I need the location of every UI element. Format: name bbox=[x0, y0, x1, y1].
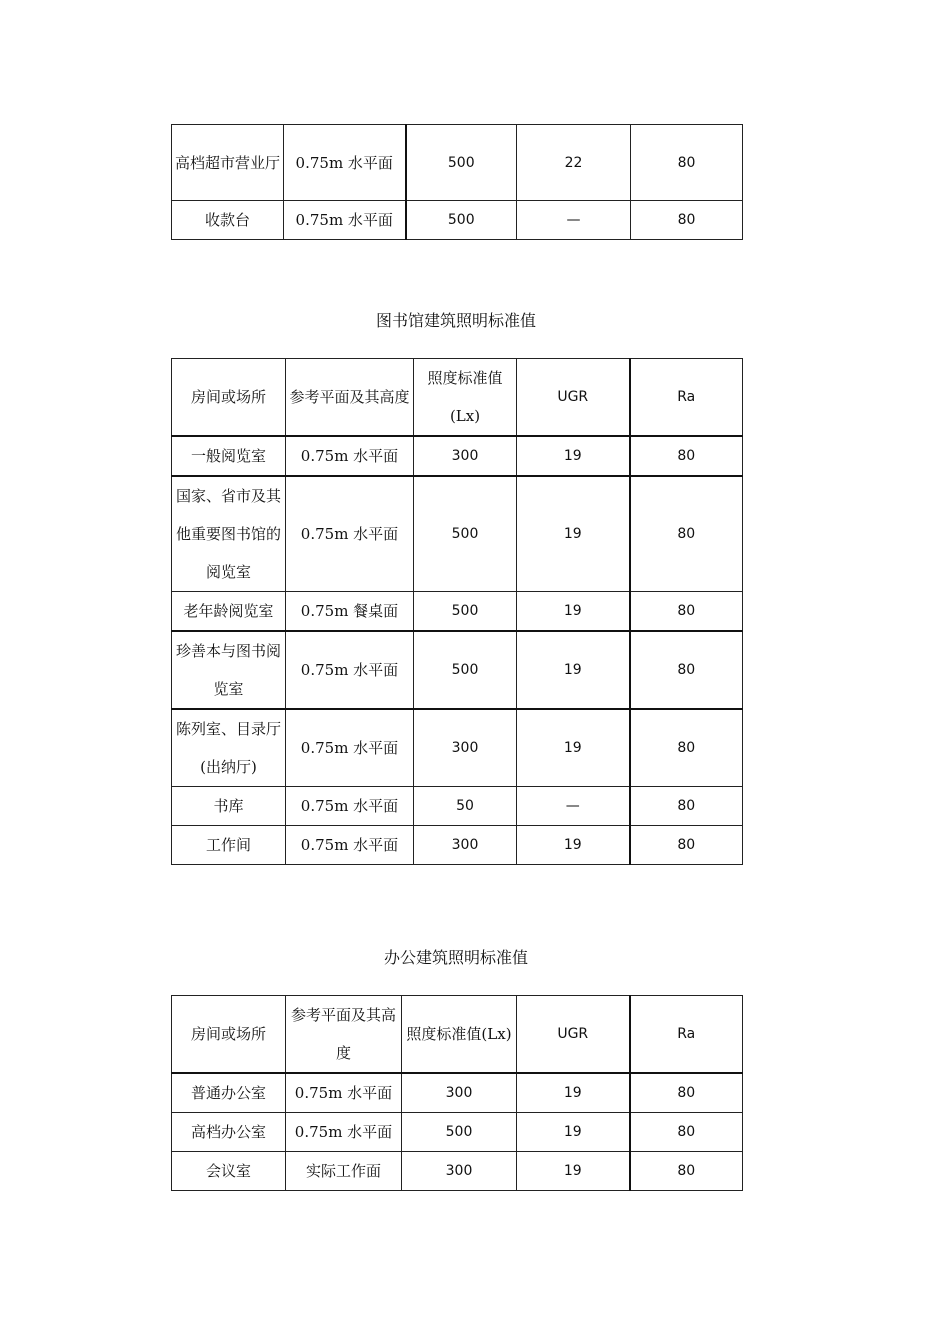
header-ugr: UGR bbox=[517, 996, 630, 1074]
lux-cell: 500 bbox=[414, 592, 517, 632]
plane-cell: 0.75m 水平面 bbox=[286, 826, 414, 865]
header-row bbox=[172, 359, 743, 437]
plane-cell: 0.75m 水平面 bbox=[286, 787, 414, 826]
table-row bbox=[172, 436, 743, 476]
plane-cell: 0.75m 水平面 bbox=[286, 1113, 402, 1152]
table-row bbox=[172, 787, 743, 826]
room-cell: 高档超市营业厅 bbox=[172, 125, 284, 201]
lux-cell: 300 bbox=[402, 1073, 517, 1113]
header-ra: Ra bbox=[630, 996, 743, 1074]
lux-cell: 500 bbox=[414, 631, 517, 709]
office-table-caption: 办公建筑照明标准值 bbox=[383, 948, 528, 967]
room-cell: 珍善本与图书阅览室 bbox=[172, 631, 286, 709]
ugr-cell: 19 bbox=[517, 826, 630, 865]
header-plane: 参考平面及其高度 bbox=[286, 996, 402, 1074]
plane-cell: 实际工作面 bbox=[286, 1152, 402, 1191]
ugr-cell: 19 bbox=[517, 476, 630, 592]
library-table-caption: 图书馆建筑照明标准值 bbox=[375, 311, 536, 330]
library-table bbox=[171, 358, 743, 865]
plane-cell: 0.75m 餐桌面 bbox=[286, 592, 414, 632]
header-ugr: UGR bbox=[517, 359, 630, 437]
room-cell: 老年龄阅览室 bbox=[172, 592, 286, 632]
room-cell: 普通办公室 bbox=[172, 1073, 286, 1113]
lux-cell: 500 bbox=[402, 1113, 517, 1152]
room-cell: 高档办公室 bbox=[172, 1113, 286, 1152]
table-row bbox=[172, 592, 743, 632]
table-row bbox=[172, 826, 743, 865]
header-ra: Ra bbox=[630, 359, 743, 437]
plane-cell: 0.75m 水平面 bbox=[286, 1073, 402, 1113]
lux-cell: 500 bbox=[414, 476, 517, 592]
table-row bbox=[172, 631, 743, 709]
table-row bbox=[172, 1073, 743, 1113]
ra-cell: 80 bbox=[630, 709, 743, 787]
header-row bbox=[172, 996, 743, 1074]
ra-cell: 80 bbox=[630, 826, 743, 865]
ra-cell: 80 bbox=[630, 787, 743, 826]
ugr-cell: 19 bbox=[517, 592, 630, 632]
ra-cell: 80 bbox=[630, 1113, 743, 1152]
ra-cell: 80 bbox=[630, 436, 743, 476]
room-cell: 会议室 bbox=[172, 1152, 286, 1191]
plane-cell: 0.75m 水平面 bbox=[286, 476, 414, 592]
lux-cell: 50 bbox=[414, 787, 517, 826]
ra-cell: 80 bbox=[631, 125, 743, 201]
room-cell: 工作间 bbox=[172, 826, 286, 865]
plane-cell: 0.75m 水平面 bbox=[286, 436, 414, 476]
table-row bbox=[172, 125, 743, 201]
plane-cell: 0.75m 水平面 bbox=[284, 125, 406, 201]
ra-cell: 80 bbox=[630, 1073, 743, 1113]
ra-cell: 80 bbox=[630, 592, 743, 632]
ugr-cell: 19 bbox=[517, 436, 630, 476]
lux-cell: 500 bbox=[406, 125, 517, 201]
table-row bbox=[172, 476, 743, 592]
ra-cell: 80 bbox=[630, 476, 743, 592]
ugr-cell: 19 bbox=[517, 1113, 630, 1152]
ra-cell: 80 bbox=[631, 201, 743, 240]
table-row bbox=[172, 201, 743, 240]
lux-cell: 300 bbox=[414, 826, 517, 865]
header-room: 房间或场所 bbox=[172, 359, 286, 437]
header-lux: 照度标准值(Lx) bbox=[414, 359, 517, 437]
ugr-cell: 19 bbox=[517, 709, 630, 787]
ugr-cell: 19 bbox=[517, 631, 630, 709]
lux-cell: 300 bbox=[414, 436, 517, 476]
table-row bbox=[172, 1113, 743, 1152]
header-plane: 参考平面及其高度 bbox=[286, 359, 414, 437]
plane-cell: 0.75m 水平面 bbox=[284, 201, 406, 240]
ugr-cell: — bbox=[517, 201, 631, 240]
top-table bbox=[171, 124, 743, 240]
plane-cell: 0.75m 水平面 bbox=[286, 631, 414, 709]
room-cell: 收款台 bbox=[172, 201, 284, 240]
room-cell: 国家、省市及其他重要图书馆的阅览室 bbox=[172, 476, 286, 592]
ugr-cell: 19 bbox=[517, 1152, 630, 1191]
ugr-cell: 19 bbox=[517, 1073, 630, 1113]
ra-cell: 80 bbox=[630, 1152, 743, 1191]
room-cell: 一般阅览室 bbox=[172, 436, 286, 476]
room-cell: 陈列室、目录厅(出纳厅) bbox=[172, 709, 286, 787]
ugr-cell: 22 bbox=[517, 125, 631, 201]
header-room: 房间或场所 bbox=[172, 996, 286, 1074]
lux-cell: 500 bbox=[406, 201, 517, 240]
ugr-cell: — bbox=[517, 787, 630, 826]
plane-cell: 0.75m 水平面 bbox=[286, 709, 414, 787]
room-cell: 书库 bbox=[172, 787, 286, 826]
ra-cell: 80 bbox=[630, 631, 743, 709]
table-row bbox=[172, 709, 743, 787]
table-row bbox=[172, 1152, 743, 1191]
lux-cell: 300 bbox=[414, 709, 517, 787]
office-table bbox=[171, 995, 743, 1191]
lux-cell: 300 bbox=[402, 1152, 517, 1191]
header-lux: 照度标准值(Lx) bbox=[402, 996, 517, 1074]
